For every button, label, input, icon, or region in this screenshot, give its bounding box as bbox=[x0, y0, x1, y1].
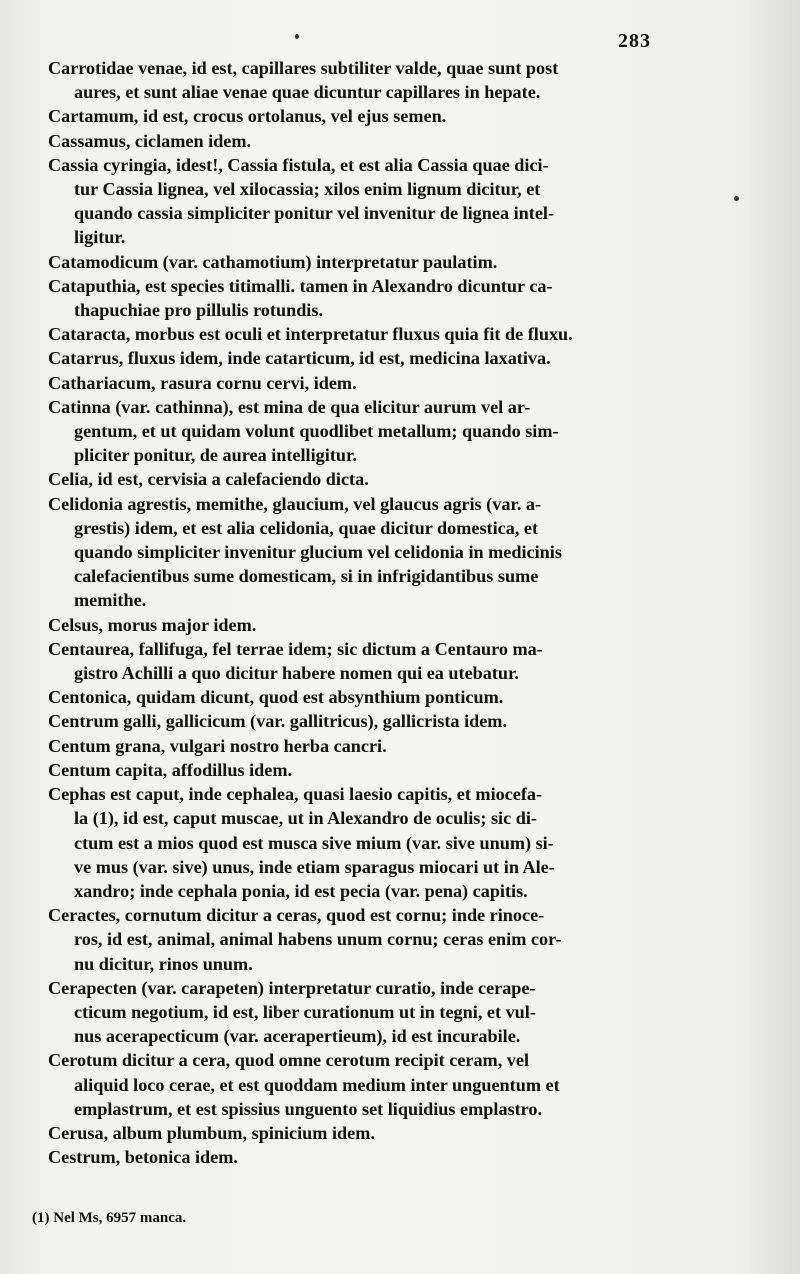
dictionary-entry bbox=[48, 274, 698, 322]
entry-headline: Cathariacum, rasura cornu cervi, idem. bbox=[48, 372, 357, 393]
dictionary-entry bbox=[48, 346, 698, 370]
entry-headline: Carrotidae venae, id est, capillares subtiliter valde, quae sunt post bbox=[48, 58, 559, 78]
paper-speck bbox=[295, 34, 299, 39]
entry-continuation-line: ctum est a mios quod est musca sive mium (var. sive unum) si- bbox=[74, 832, 554, 853]
entry-headline: Centum capita, affodillus idem. bbox=[48, 759, 293, 780]
entry-continuation-line: quando cassia simpliciter ponitur vel invenitur de lignea intel- bbox=[74, 203, 554, 224]
entry-continuation-line: quando simpliciter invenitur glucium vel celidonia in medicinis bbox=[74, 542, 562, 563]
entry-headline: Celidonia agrestis, memithe, glaucium, vel glaucus agris (var. a- bbox=[48, 493, 542, 514]
dictionary-entry bbox=[48, 1121, 698, 1145]
entry-continuation-line: thapuchiae pro pillulis rotundis. bbox=[74, 300, 323, 321]
entry-headline: Cerotum dicitur a cera, quod omne cerotum recipit ceram, vel bbox=[48, 1050, 530, 1071]
entry-headline: Celia, id est, cervisia a calefaciendo dicta. bbox=[48, 469, 369, 490]
entry-continuation-line: memithe. bbox=[74, 590, 147, 611]
entry-continuation-line: pliciter ponitur, de aurea intelligitur. bbox=[74, 445, 357, 466]
entry-headline: Catinna (var. cathinna), est mina de qua elicitur aurum vel ar- bbox=[48, 396, 531, 417]
dictionary-entry bbox=[48, 371, 698, 395]
entry-headline: Cerusa, album plumbum, spinicium idem. bbox=[48, 1122, 375, 1143]
dictionary-entry bbox=[48, 104, 698, 128]
entry-headline: Cataracta, morbus est oculi et interpretatur fluxus quia fit de fluxu. bbox=[48, 324, 573, 345]
entry-continuation-line: grestis) idem, et est alia celidonia, quae dicitur domestica, et bbox=[74, 517, 539, 538]
dictionary-entry bbox=[48, 782, 698, 903]
entry-continuation-line: gentum, et ut quidam volunt quodlibet metallum; quando sim- bbox=[74, 421, 559, 442]
dictionary-entry bbox=[48, 685, 698, 709]
entry-headline: Ceractes, cornutum dicitur a ceras, quod est cornu; inde rinoce- bbox=[48, 905, 545, 926]
entry-continuation-line: ve mus (var. sive) unus, inde etiam sparagus miocari ut in Ale- bbox=[74, 856, 555, 877]
dictionary-entry bbox=[48, 395, 698, 468]
dictionary-entry bbox=[48, 613, 698, 637]
entry-headline: Celsus, morus major idem. bbox=[48, 614, 257, 635]
entry-continuation-line: ligitur. bbox=[74, 227, 126, 248]
entry-continuation-line: aures, et sunt aliae venae quae dicuntur capillares in hepate. bbox=[74, 82, 541, 103]
entry-continuation-line: la (1), id est, caput muscae, ut in Alexandro de oculis; sic di- bbox=[74, 808, 537, 829]
entry-continuation-line: calefacientibus sume domesticam, si in infrigidantibus sume bbox=[74, 566, 539, 587]
entry-headline: Cassia cyringia, idest!, Cassia fistula, et est alia Cassia quae dici- bbox=[48, 154, 549, 175]
dictionary-entry bbox=[48, 322, 698, 346]
dictionary-entry bbox=[48, 637, 698, 685]
dictionary-entry bbox=[48, 903, 698, 976]
dictionary-entry bbox=[48, 1145, 698, 1169]
entry-headline: Catarrus, fluxus idem, inde catarticum, id est, medicina laxativa. bbox=[48, 348, 551, 369]
entry-continuation-line: xandro; inde cephala ponia, id est pecia (var. pena) capitis. bbox=[74, 880, 528, 901]
entry-headline: Cassamus, ciclamen idem. bbox=[48, 130, 252, 151]
entry-headline: Centum grana, vulgari nostro herba cancri. bbox=[48, 735, 387, 756]
dictionary-entry bbox=[48, 758, 698, 782]
entry-headline: Centaurea, fallifuga, fel terrae idem; sic dictum a Centauro ma- bbox=[48, 638, 543, 659]
dictionary-entry bbox=[48, 709, 698, 733]
entry-continuation-line: ros, id est, animal, animal habens unum cornu; ceras enim cor- bbox=[74, 929, 562, 950]
entry-continuation-line: emplastrum, et est spissius unguento set liquidius emplastro. bbox=[74, 1098, 543, 1119]
entry-headline: Cataputhia, est species titimalli. tamen in Alexandro dicuntur ca- bbox=[48, 275, 553, 296]
entry-continuation-line: nus acerapecticum (var. acerapertieum), id est incurabile. bbox=[74, 1026, 521, 1047]
entry-headline: Cestrum, betonica idem. bbox=[48, 1147, 238, 1168]
dictionary-entry bbox=[48, 129, 698, 153]
entry-headline: Cerapecten (var. carapeten) interpretatur curatio, inde cerape- bbox=[48, 977, 536, 998]
entry-headline: Catamodicum (var. cathamotium) interpretatur paulatim. bbox=[48, 251, 498, 272]
entry-continuation-line: nu dicitur, rinos unum. bbox=[74, 953, 253, 974]
entry-continuation-line: gistro Achilli a quo dicitur habere nomen qui ea utebatur. bbox=[74, 663, 519, 684]
footnote: (1) Nel Ms, 6957 manca. bbox=[32, 1210, 187, 1226]
dictionary-entry bbox=[48, 467, 698, 491]
entry-continuation-line: cticum negotium, id est, liber curationum ut in tegni, et vul- bbox=[74, 1001, 536, 1022]
dictionary-entry bbox=[48, 492, 698, 613]
dictionary-entries bbox=[48, 56, 698, 1169]
dictionary-entry bbox=[48, 976, 698, 1049]
dictionary-entry bbox=[48, 1048, 698, 1121]
dictionary-entry bbox=[48, 56, 698, 104]
entry-headline: Cephas est caput, inde cephalea, quasi laesio capitis, et miocefa- bbox=[48, 784, 543, 805]
paper-speck bbox=[734, 196, 739, 201]
dictionary-entry bbox=[48, 250, 698, 274]
entry-continuation-line: tur Cassia lignea, vel xilocassia; xilos enim lignum dicitur, et bbox=[74, 179, 541, 200]
entry-headline: Centonica, quidam dicunt, quod est absynthium ponticum. bbox=[48, 687, 504, 708]
entry-headline: Cartamum, id est, crocus ortolanus, vel ejus semen. bbox=[48, 106, 447, 127]
dictionary-entry bbox=[48, 734, 698, 758]
dictionary-entry bbox=[48, 153, 698, 250]
entry-headline: Centrum galli, gallicicum (var. gallitricus), gallicrista idem. bbox=[48, 711, 508, 732]
page-number: 283 bbox=[618, 30, 651, 52]
entry-continuation-line: aliquid loco cerae, et est quoddam medium inter unguentum et bbox=[74, 1074, 560, 1095]
